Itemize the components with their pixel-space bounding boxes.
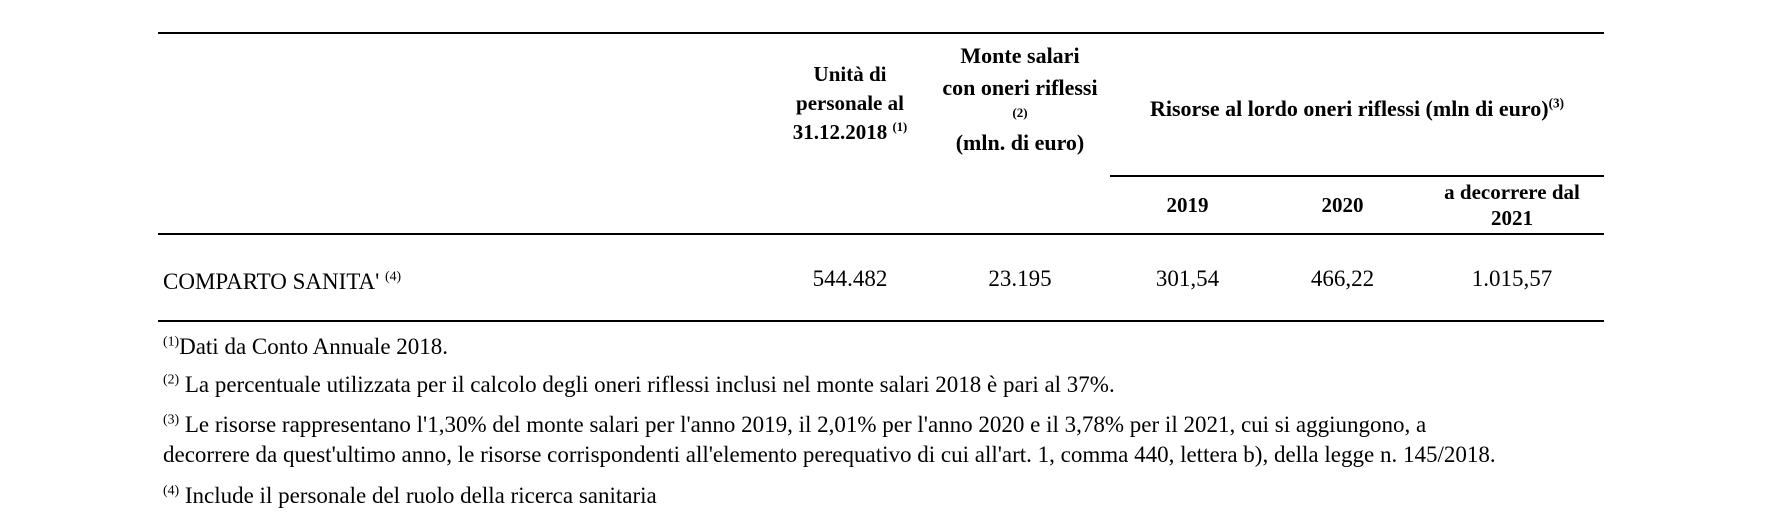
footnote-2: $^{(2)}$ La percentuale utilizzata per il calcolo degli oneri riflessi inclusi nel monte salari 2018 è pari al 37%. — [163, 371, 1115, 397]
cell-unita: 544.482 — [812, 266, 888, 291]
table-row — [0, 262, 1775, 302]
header-monte-salari: Monte salari con oneri riflessi (2) (mln. di euro) — [925, 40, 1115, 160]
header-risorse: Risorse al lordo oneri riflessi (mln di euro)$^{(3)}$ — [1149, 95, 1564, 121]
footnote-ref-1: (1) — [892, 120, 908, 134]
cell-2019: 301,54 — [1155, 266, 1220, 291]
cell-2020: 466,22 — [1310, 266, 1375, 291]
header-year-2020: 2020 — [1321, 193, 1364, 217]
footnote-4: $^{(4)}$ Include il personale del ruolo della ricerca sanitaria — [163, 482, 657, 508]
footnote-ref-2: (2) — [1012, 105, 1028, 120]
footnote-ref-3: (3) — [1548, 95, 1564, 111]
cell-2021: 1.015,57 — [1471, 266, 1553, 291]
footnote-1: $^{(1)}$Dati da Conto Annuale 2018. — [163, 333, 449, 359]
risorse-subheader-rule — [1110, 175, 1604, 177]
row-label: COMPARTO SANITA' $^{(4)}$ — [163, 268, 402, 294]
header-year-2021: a decorrere dal 2021 — [1444, 180, 1580, 230]
table-bottom-rule — [158, 320, 1604, 322]
header-year-2019: 2019 — [1166, 193, 1209, 217]
cell-monte: 23.195 — [988, 266, 1052, 291]
footnote-3: $^{(3)}$ Le risorse rappresentano l'1,30% del monte salari per l'anno 2019, il 2,01% per l'anno 2020 e il 3,78% per il 2021, cui si aggiungono, a decorrere da quest'ultimo anno, le risorse corrispondenti all'elemento perequativo di cui all'art. 1, comma 440, lettera b), della legge n. 145/2018. — [163, 411, 1496, 467]
header-unita-personale: Unità di personale al 31.12.2018 $^{(1)}$ — [792, 62, 908, 144]
footnote-ref-4: (4) — [385, 268, 402, 284]
header-bottom-rule — [158, 233, 1604, 235]
table-top-rule — [158, 32, 1604, 34]
